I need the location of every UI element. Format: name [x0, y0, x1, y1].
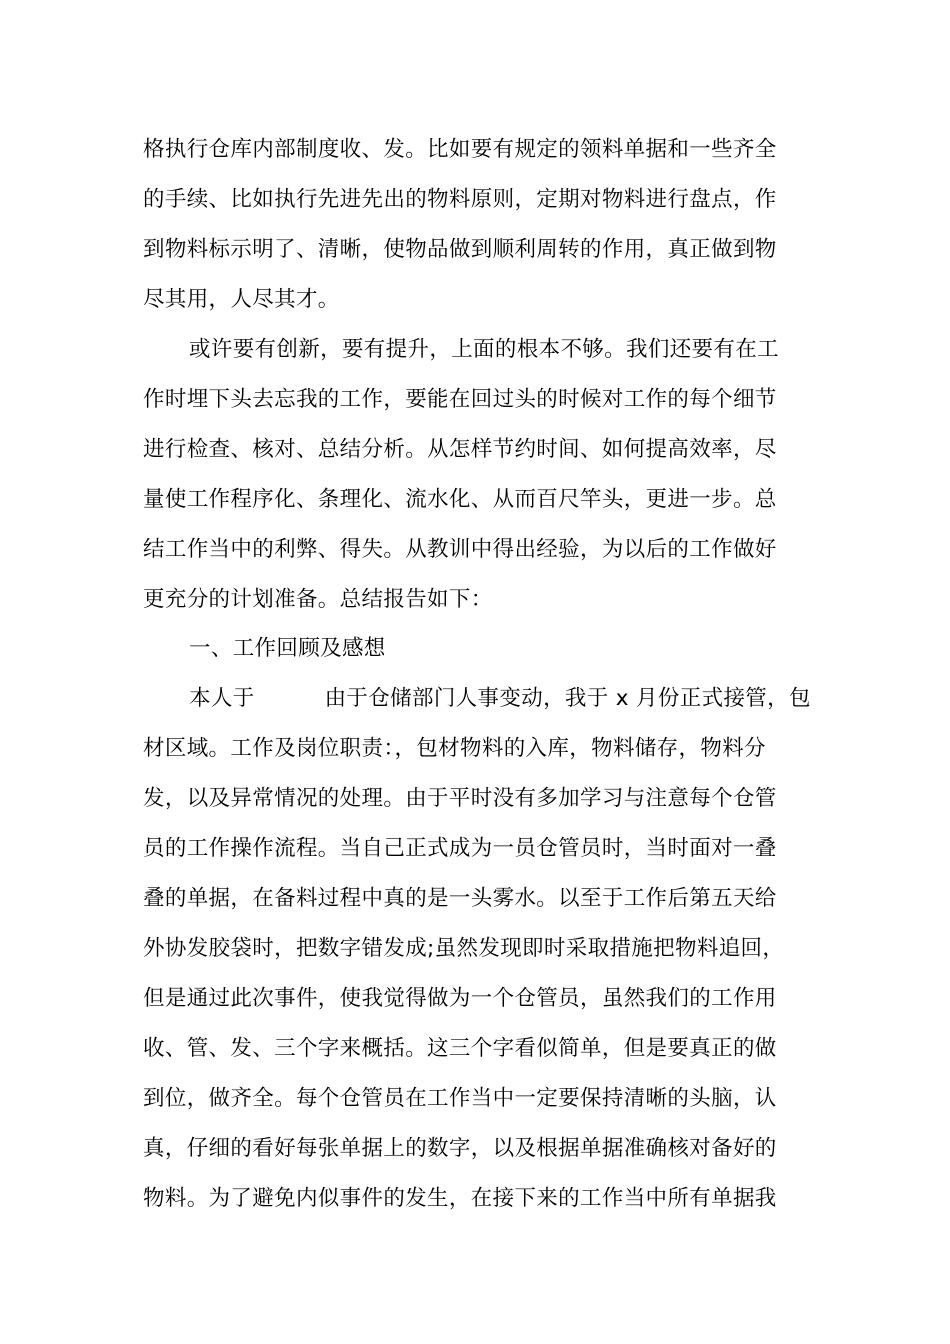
text-line: 结工作当中的利弊、得失。从教训中得出经验，为以后的工作做好	[143, 537, 777, 562]
text-segment: 由于仓储部门人事变动，我于 x 月份正式接管，包	[324, 686, 811, 711]
text-line: 格执行仓库内部制度收、发。比如要有规定的领料单据和一些齐全	[143, 137, 777, 162]
text-line: 到位，做齐全。每个仓管员在工作当中一定要保持清晰的头脑，认	[143, 1086, 777, 1111]
text-line: 到物料标示明了、清晰，使物品做到顺利周转的作用，真正做到物	[143, 237, 777, 262]
text-line: 收、管、发、三个字来概括。这三个字看似简单，但是要真正的做	[143, 1036, 777, 1061]
text-line: 物料。为了避免内似事件的发生，在接下来的工作当中所有单据我	[143, 1186, 777, 1211]
text-segment: 本人于	[189, 686, 255, 711]
section-heading: 一、工作回顾及感想	[189, 636, 386, 661]
text-line: 发，以及异常情况的处理。由于平时没有多加学习与注意每个仓管	[143, 786, 777, 811]
text-line: 进行检查、核对、总结分析。从怎样节约时间、如何提高效率，尽	[143, 437, 777, 462]
text-line: 外协发胶袋时，把数字错发成;虽然发现即时采取措施把物料追回，	[143, 936, 785, 961]
text-line: 作时埋下头去忘我的工作，要能在回过头的时候对工作的每个细节	[143, 387, 777, 412]
text-line: 尽其用，人尽其才。	[143, 287, 340, 312]
text-line: 更充分的计划准备。总结报告如下：	[143, 587, 493, 612]
text-line: 的手续、比如执行先进先出的物料原则，定期对物料进行盘点，作	[143, 187, 777, 212]
text-line: 真，仔细的看好每张单据上的数字，以及根据单据准确核对备好的	[143, 1136, 777, 1161]
text-line: 或许要有创新，要有提升，上面的根本不够。我们还要有在工	[189, 337, 779, 362]
text-line: 叠的单据，在备料过程中真的是一头雾水。以至于工作后第五天给	[143, 886, 777, 911]
text-line	[189, 684, 811, 714]
text-line: 员的工作操作流程。当自己正式成为一员仓管员时，当时面对一叠	[143, 836, 777, 861]
text-line: 量使工作程序化、条理化、流水化、从而百尺竿头，更进一步。总	[143, 487, 777, 512]
text-line: 材区域。工作及岗位职责：，包材物料的入库，物料储存，物料分	[143, 736, 766, 761]
text-line: 但是通过此次事件，使我觉得做为一个仓管员，虽然我们的工作用	[143, 986, 777, 1011]
